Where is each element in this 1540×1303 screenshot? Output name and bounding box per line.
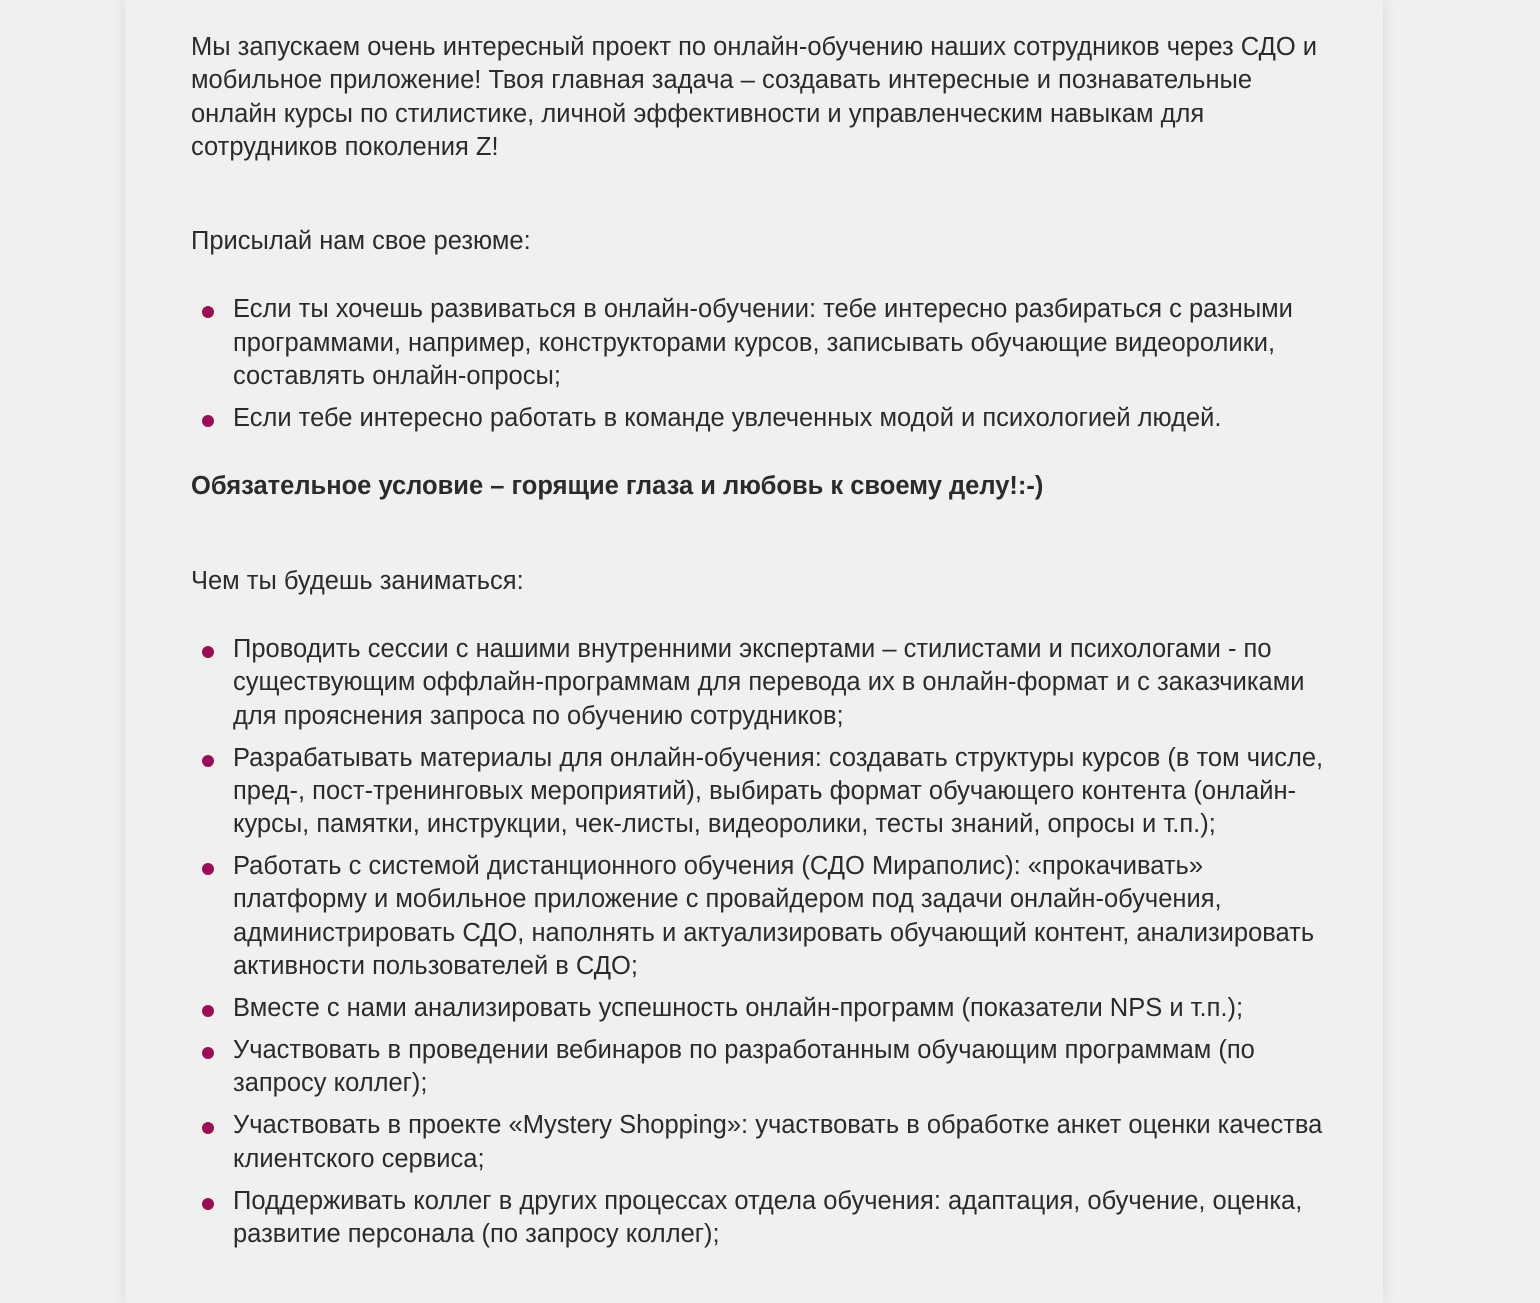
list-item bbox=[191, 1185, 1341, 1252]
bullet-icon bbox=[202, 415, 214, 427]
list-item-text: Если тебе интересно работать в команде увлеченных модой и психологией людей. bbox=[233, 404, 1222, 433]
intro-paragraph: Мы запускаем очень интересный проект по онлайн-обучению наших сотрудников через СДО и мобильное приложение! Твоя главная задача – создавать интересные и познавательные онлайн курсы по стилистике, личной эффективности и управленческим навыкам для сотрудников поколения Z! bbox=[191, 33, 1318, 161]
list-item-text: Работать с системой дистанционного обучения (СДО Мираполис): «прокачивать» платформу и мобильное приложение с провайдером под задачи онлайн-обучения, администрировать СДО, наполнять и актуализировать обучающий контент, анализировать активности пользователей в СДО; bbox=[233, 852, 1315, 980]
list-item-text: Вместе с нами анализировать успешность онлайн-программ (показатели NPS и т.п.); bbox=[233, 993, 1244, 1022]
list-item-text: Участвовать в проекте «Mystery Shopping»: участвовать в обработке анкет оценки качества клиентского сервиса; bbox=[233, 1111, 1323, 1173]
bullet-icon bbox=[202, 306, 214, 318]
send-resume-list bbox=[191, 293, 1341, 435]
list-item bbox=[191, 992, 1341, 1025]
list-item-text: Проводить сессии с нашими внутренними экспертами – стилистами и психологами - по существующим оффлайн-программам для перевода их в онлайн-формат и с заказчиками для прояснения запроса по обучению сотрудников; bbox=[233, 634, 1305, 730]
list-item bbox=[191, 1034, 1341, 1101]
bullet-icon bbox=[202, 646, 214, 658]
bullet-icon bbox=[202, 863, 214, 875]
list-item bbox=[191, 1109, 1341, 1176]
list-item bbox=[191, 402, 1341, 435]
list-item bbox=[191, 293, 1341, 393]
bullet-icon bbox=[202, 1047, 214, 1059]
vacancy-page bbox=[125, 0, 1383, 1303]
duties-list bbox=[191, 633, 1341, 1251]
list-item bbox=[191, 633, 1341, 733]
bullet-icon bbox=[202, 1005, 214, 1017]
list-item-text: Участвовать в проведении вебинаров по разработанным обучающим программам (по запросу коллег); bbox=[233, 1035, 1255, 1098]
list-item-text: Разрабатывать материалы для онлайн-обучения: создавать структуры курсов (в том числе, пред-, пост-тренинговых мероприятий), выбирать формат обучающего контента (онлайн-курсы, памятки, инструкции, чек-листы, видеоролики, тесты знаний, опросы и т.п.); bbox=[233, 743, 1324, 839]
duties-heading: Чем ты будешь заниматься: bbox=[191, 566, 524, 595]
bullet-icon bbox=[202, 1198, 214, 1210]
bullet-icon bbox=[202, 1122, 214, 1134]
bullet-icon bbox=[202, 755, 214, 767]
list-item-text: Поддерживать коллег в других процессах отдела обучения: адаптация, обучение, оценка, развитие персонала (по запросу коллег); bbox=[233, 1186, 1303, 1248]
list-item bbox=[191, 742, 1341, 842]
list-item bbox=[191, 850, 1341, 983]
vacancy-description bbox=[191, 31, 1341, 1260]
requirement-statement: Обязательное условие – горящие глаза и любовь к своему делу!:-) bbox=[191, 472, 1044, 501]
list-item-text: Если ты хочешь развиваться в онлайн-обучении: тебе интересно разбираться с разными программами, например, конструкторами курсов, записывать обучающие видеоролики, составлять онлайн-опросы; bbox=[233, 295, 1293, 391]
send-resume-heading: Присылай нам свое резюме: bbox=[191, 227, 531, 256]
